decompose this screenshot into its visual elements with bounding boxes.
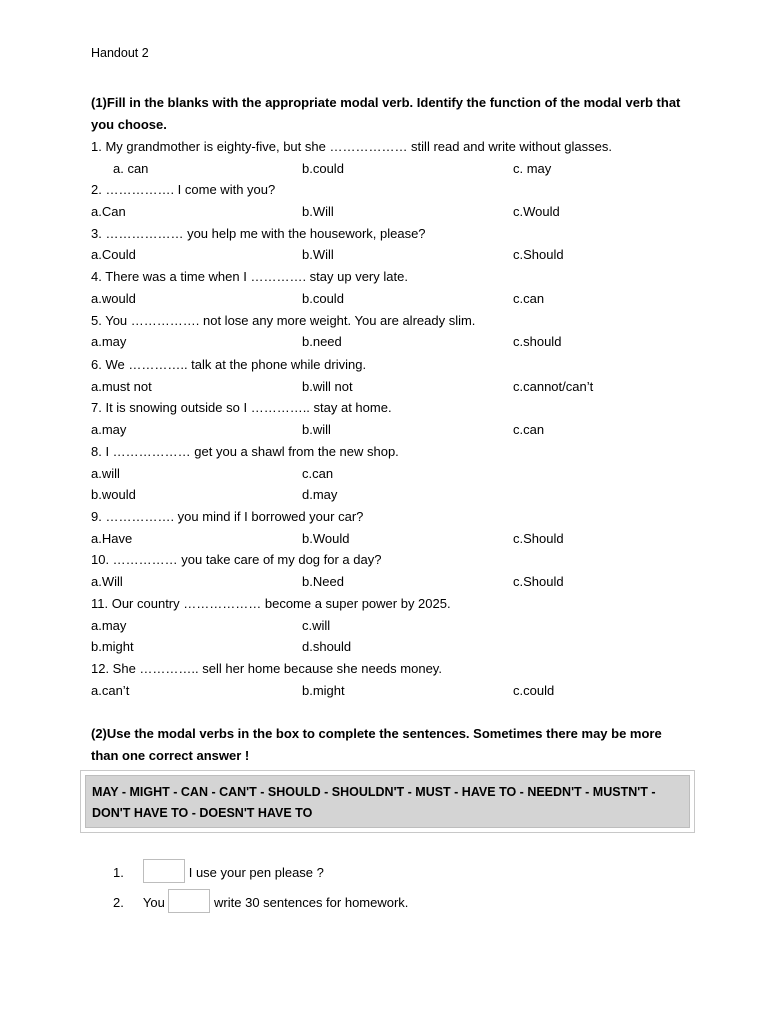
question-9: 9. ……………. you mind if I borrowed your car? [91,509,364,524]
q3-option-b: b.Will [302,247,334,262]
q2-option-c: c.Would [513,204,560,219]
q9-option-c: c.Should [513,531,564,546]
question-8: 8. I ……………… get you a shawl from the new shop. [91,444,399,459]
q5-option-a: a.may [91,334,127,349]
q10-option-b: b.Need [302,574,344,589]
q9-option-a: a.Have [91,531,133,546]
q4-option-a: a.would [91,291,136,306]
exercise-item-text: I use your pen please ? [188,865,324,880]
q8-option-a: a.will [91,466,120,481]
question-4: 4. There was a time when I …………. stay up very late. [91,269,408,284]
q11-option-a: a.may [91,618,127,633]
section1-heading: (1)Fill in the blanks with the appropriate modal verb. Identify the function of the modal verb that you choose. [91,95,681,132]
page-title: Handout 2 [91,46,149,60]
q11-option-c: c.will [302,618,331,633]
q7-option-a: a.may [91,422,127,437]
question-12: 12. She ………….. sell her home because she needs money. [91,661,442,676]
exercise-item-text: write 30 sentences for homework. [214,895,409,910]
q4-option-b: b.could [302,291,344,306]
q8-option-d: d.may [302,487,338,502]
q6-option-a: a.must not [91,379,152,394]
question-6: 6. We ………….. talk at the phone while driving. [91,357,367,372]
q11-option-d: d.should [302,639,352,654]
answer-blank[interactable] [168,889,210,913]
q6-option-c: c.cannot/can’t [513,379,594,394]
q3-option-a: a.Could [91,247,136,262]
q7-option-b: b.will [302,422,331,437]
section2-heading: (2)Use the modal verbs in the box to complete the sentences. Sometimes there may be more than one correct answer ! [91,726,662,763]
q12-option-c: c.could [513,683,555,698]
question-7: 7. It is snowing outside so I ………….. stay at home. [91,400,392,415]
question-3: 3. ……………… you help me with the housework, please? [91,226,426,241]
q11-option-b: b.might [91,639,134,654]
question-2: 2. ……………. I come with you? [91,182,276,197]
q5-option-c: c.should [513,334,562,349]
exercise-item-before: You [142,895,165,910]
question-11: 11. Our country ……………… become a super power by 2025. [91,596,451,611]
q8-option-c: c.can [302,466,334,481]
q8-option-b: b.would [91,487,136,502]
question-5: 5. You ……………. not lose any more weight. You are already slim. [91,313,476,328]
q5-option-b: b.need [302,334,342,349]
q6-option-b: b.will not [302,379,353,394]
modal-verb-list: MAY - MIGHT - CAN - CAN'T - SHOULD - SHOULDN'T - MUST - HAVE TO - NEEDN'T - MUSTN'T - DON'T HAVE TO - DOESN'T HAVE TO [85,775,690,828]
q2-option-a: a.Can [91,204,126,219]
q9-option-b: b.Would [302,531,350,546]
question-10: 10. …………… you take care of my dog for a day? [91,552,382,567]
exercise-item-number: 2. [113,895,124,910]
exercise-item-1 [113,859,324,883]
exercise-item-number: 1. [113,865,124,880]
q1-option-b: b.could [302,161,344,176]
q12-option-b: b.might [302,683,345,698]
exercise-item-2 [113,889,408,913]
q2-option-b: b.Will [302,204,334,219]
q7-option-c: c.can [513,422,545,437]
q1-option-a: a. can [113,161,149,176]
q10-option-a: a.Will [91,574,123,589]
q4-option-c: c.can [513,291,545,306]
question-1: 1. My grandmother is eighty-five, but she ……………… still read and write without glasses. [91,139,612,154]
q12-option-a: a.can’t [91,683,130,698]
modal-verb-box [80,770,695,833]
answer-blank[interactable] [143,859,185,883]
q1-option-c: c. may [513,161,552,176]
q3-option-c: c.Should [513,247,564,262]
q10-option-c: c.Should [513,574,564,589]
